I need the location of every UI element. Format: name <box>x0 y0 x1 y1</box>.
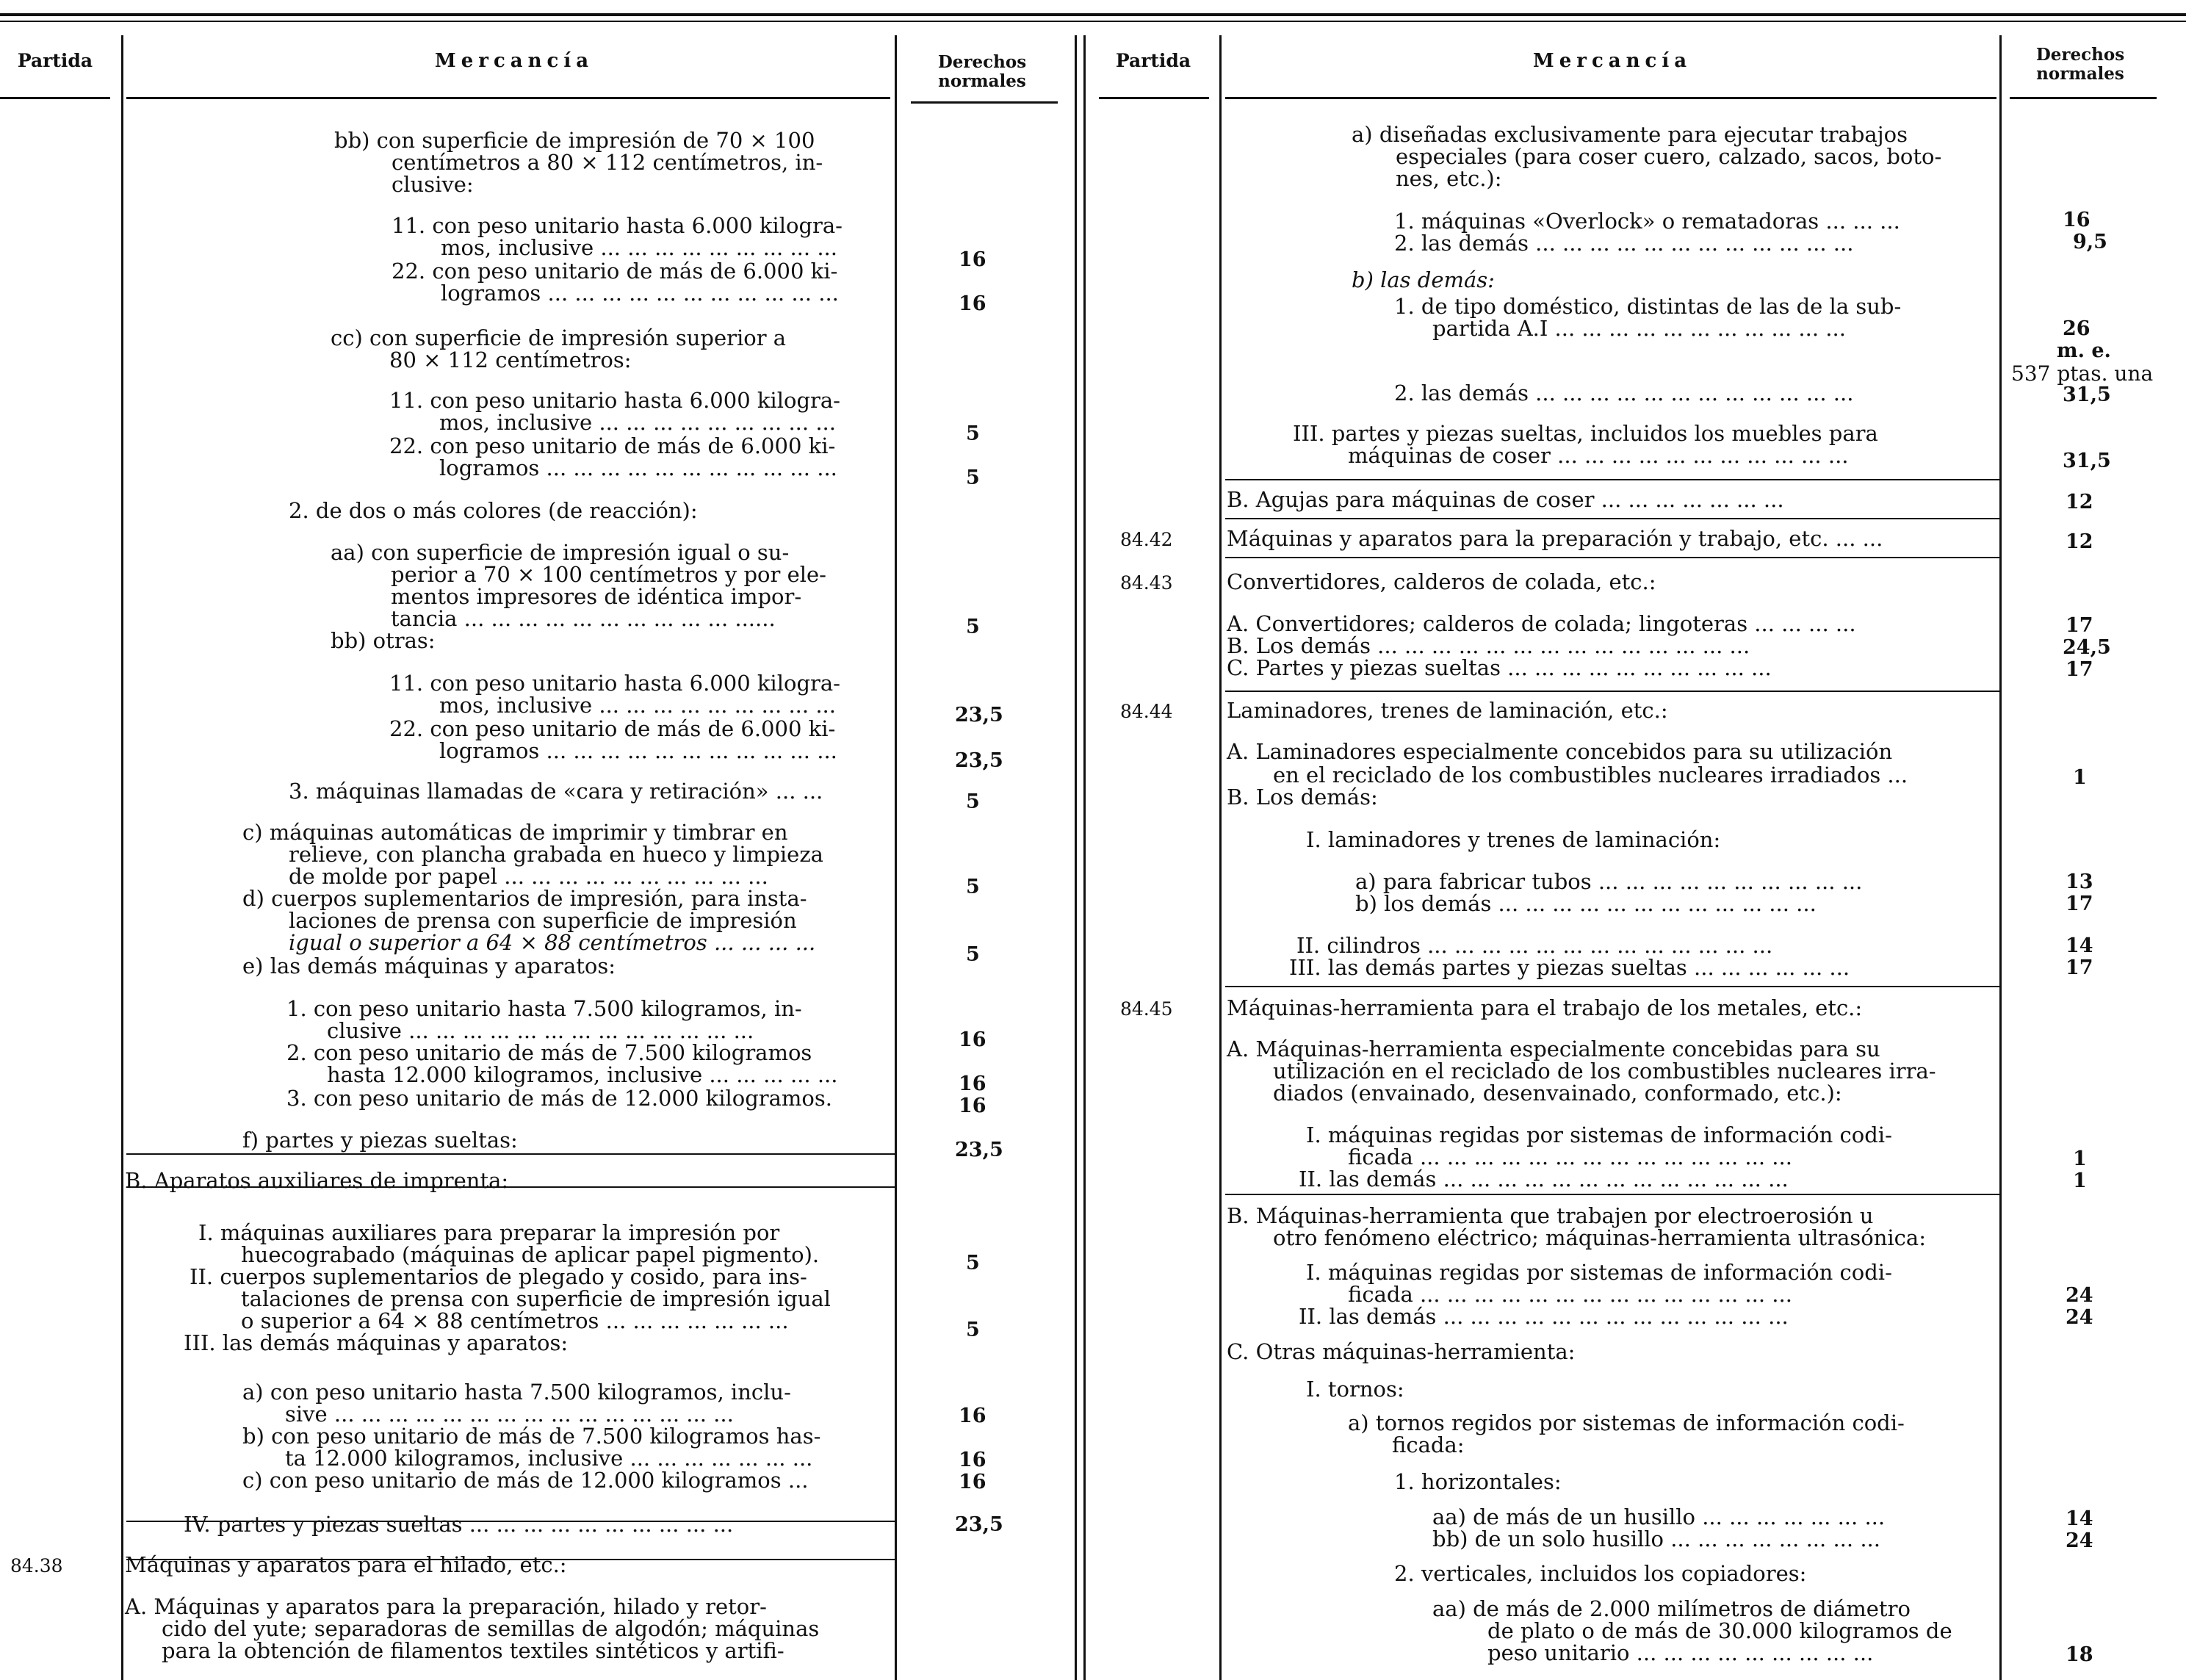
text-line: laciones de prensa con superficie de impresión <box>289 908 797 933</box>
header-derechos-line2: normales <box>2036 64 2124 84</box>
column-separator <box>1075 35 1077 1680</box>
text-line: 1. máquinas «Overlock» o rematadoras ... ... ... <box>1394 209 1900 234</box>
text-line: 80 × 112 centímetros: <box>389 347 632 372</box>
duty-value: 1 <box>2073 1169 2087 1192</box>
duty-value: 9,5 <box>2073 231 2107 253</box>
section-rule <box>1225 479 1999 480</box>
text-line: 22. con peso unitario de más de 6.000 ki- <box>392 259 838 284</box>
text-line: centímetros a 80 × 112 centímetros, in- <box>392 150 823 175</box>
text-line: 11. con peso unitario hasta 6.000 kilogra- <box>392 213 843 238</box>
text-line: cc) con superficie de impresión superior a <box>331 325 787 350</box>
text-line: clusive: <box>392 172 474 197</box>
text-line: II. cilindros ... ... ... ... ... ... ... ... ... ... ... ... ... <box>1296 933 1773 958</box>
text-line: ta 12.000 kilogramos, inclusive ... ... ... ... ... ... ... <box>285 1446 813 1471</box>
column-separator <box>1083 35 1086 1680</box>
header-underline <box>911 101 1058 104</box>
duty-value: 26 <box>2063 317 2091 340</box>
text-line: especiales (para coser cuero, calzado, sacos, boto- <box>1396 144 1942 169</box>
column-separator <box>895 35 897 1680</box>
text-line: mentos impresores de idéntica impor- <box>391 584 802 609</box>
header-derechos-line1: Derechos <box>937 52 1027 72</box>
text-line: IV. partes y piezas sueltas ... ... ... ... ... ... ... ... ... ... <box>184 1512 734 1537</box>
duty-value: 14 <box>2066 934 2093 957</box>
text-line: c) máquinas automáticas de imprimir y timbrar en <box>242 820 788 845</box>
text-line: sive ... ... ... ... ... ... ... ... ... ... ... ... ... ... ... <box>285 1402 734 1427</box>
text-line: clusive ... ... ... ... ... ... ... ... ... ... ... ... ... <box>327 1018 754 1043</box>
section-rule <box>1225 691 1999 692</box>
duty-value: 17 <box>2066 658 2093 681</box>
text-line: otro fenómeno eléctrico; máquinas-herramienta ultrasónica: <box>1273 1225 1926 1250</box>
text-line: peso unitario ... ... ... ... ... ... ... ... ... <box>1487 1640 1874 1665</box>
header-underline <box>0 97 110 99</box>
text-line: I. máquinas auxiliares para preparar la impresión por <box>198 1220 780 1245</box>
text-line: b) los demás ... ... ... ... ... ... ... ... ... ... ... ... <box>1355 891 1817 916</box>
text-line: I. tornos: <box>1306 1377 1404 1402</box>
duty-value: 23,5 <box>955 1139 1003 1161</box>
header-underline <box>2010 97 2157 99</box>
text-line: utilización en el reciclado de los combustibles nucleares irra- <box>1273 1059 1936 1084</box>
duty-value: 5 <box>966 876 980 898</box>
text-line: Laminadores, trenes de laminación, etc.: <box>1227 698 1668 723</box>
duty-value: 16 <box>959 1449 986 1471</box>
text-line: hasta 12.000 kilogramos, inclusive ... ... ... ... ... <box>327 1062 838 1087</box>
text-line: 11. con peso unitario hasta 6.000 kilogra- <box>389 671 840 696</box>
text-line: mos, inclusive ... ... ... ... ... ... ... ... ... <box>439 693 836 718</box>
text-line: máquinas de coser ... ... ... ... ... ... ... ... ... ... ... <box>1348 443 1849 468</box>
text-line: III. las demás partes y piezas sueltas ... ... ... ... ... ... <box>1289 955 1850 980</box>
duty-value: 13 <box>2066 870 2093 893</box>
text-line: e) las demás máquinas y aparatos: <box>242 953 616 978</box>
duty-value: 16 <box>959 1028 986 1051</box>
duty-value: 17 <box>2066 614 2093 637</box>
section-rule <box>1225 518 1999 519</box>
text-line: huecograbado (máquinas de aplicar papel pigmento). <box>241 1242 820 1267</box>
text-line: igual o superior a 64 × 88 centímetros ... ... ... ... <box>289 930 816 955</box>
text-line: 22. con peso unitario de más de 6.000 ki- <box>389 433 836 458</box>
text-line: 2. las demás ... ... ... ... ... ... ... ... ... ... ... ... <box>1394 381 1854 405</box>
text-line: c) con peso unitario de más de 12.000 kilogramos ... <box>242 1468 809 1493</box>
text-line: d) cuerpos suplementarios de impresión, para insta- <box>242 886 807 911</box>
duty-value: 17 <box>2066 956 2093 979</box>
text-line: o superior a 64 × 88 centímetros ... ... ... ... ... ... ... <box>241 1308 789 1333</box>
text-line: perior a 70 × 100 centímetros y por ele- <box>391 562 826 587</box>
text-line: B. Aparatos auxiliares de imprenta: <box>125 1168 509 1193</box>
header-derechos-line2: normales <box>938 71 1026 91</box>
text-line: 22. con peso unitario de más de 6.000 ki- <box>389 716 836 741</box>
duty-value: 16 <box>959 248 986 271</box>
text-line: II. las demás ... ... ... ... ... ... ... ... ... ... ... ... ... <box>1299 1167 1789 1191</box>
text-line: B. Los demás ... ... ... ... ... ... ... ... ... ... ... ... ... ... <box>1227 633 1750 658</box>
partida-code: 84.45 <box>1120 998 1173 1020</box>
duty-value: 5 <box>966 466 980 489</box>
text-line: a) para fabricar tubos ... ... ... ... ... ... ... ... ... ... <box>1355 869 1863 894</box>
duty-value: 16 <box>959 1095 986 1117</box>
duty-value: m. e. <box>2057 339 2111 362</box>
text-line: Convertidores, calderos de colada, etc.: <box>1227 569 1656 594</box>
text-line: diados (envainado, desenvainado, conformado, etc.): <box>1273 1081 1842 1106</box>
duty-value: 5 <box>966 1252 980 1275</box>
top-rule-thin <box>0 21 2186 22</box>
text-line: mos, inclusive ... ... ... ... ... ... ... ... ... <box>439 410 836 435</box>
text-line: Máquinas y aparatos para el hilado, etc.: <box>125 1552 567 1577</box>
text-line: 1. con peso unitario hasta 7.500 kilogramos, in- <box>286 996 802 1021</box>
text-line: logramos ... ... ... ... ... ... ... ... ... ... ... <box>439 455 837 480</box>
text-line: aa) de más de un husillo ... ... ... ... ... ... ... <box>1432 1504 1886 1529</box>
duty-value: 537 ptas. una <box>2011 361 2154 386</box>
text-line: B. Agujas para máquinas de coser ... ... ... ... ... ... ... <box>1227 487 1784 512</box>
text-line: b) con peso unitario de más de 7.500 kilogramos has- <box>242 1424 821 1449</box>
duty-value: 18 <box>2066 1643 2093 1666</box>
duty-value: 17 <box>2066 893 2093 915</box>
header-partida-right: Partida <box>1115 50 1191 71</box>
partida-code: 84.42 <box>1120 529 1173 550</box>
text-line: 3. con peso unitario de más de 12.000 kilogramos. <box>286 1086 832 1111</box>
text-line: 2. de dos o más colores (de reacción): <box>289 498 698 523</box>
text-line: 1. horizontales: <box>1394 1469 1562 1494</box>
partida-code: 84.44 <box>1120 701 1173 722</box>
text-line: nes, etc.): <box>1396 166 1502 191</box>
column-separator <box>1219 35 1222 1680</box>
text-line: bb) con superficie de impresión de 70 × 100 <box>334 128 815 153</box>
text-line: de molde por papel ... ... ... ... ... ... ... ... ... ... <box>289 864 768 889</box>
text-line: tancia ... ... ... ... ... ... ... ... ... ... ...... <box>391 606 776 631</box>
text-line: C. Partes y piezas sueltas ... ... ... ... ... ... ... ... ... ... <box>1227 655 1772 680</box>
section-rule <box>1225 1194 1999 1195</box>
duty-value: 5 <box>966 943 980 966</box>
duty-value: 23,5 <box>955 1513 1003 1536</box>
text-line: A. Máquinas y aparatos para la preparación, hilado y retor- <box>125 1594 767 1619</box>
text-line: partida A.I ... ... ... ... ... ... ... ... ... ... ... <box>1432 316 1846 341</box>
partida-code: 84.38 <box>10 1555 63 1576</box>
text-line: B. Máquinas-herramienta que trabajen por electroerosión u <box>1227 1203 1874 1228</box>
text-line: relieve, con plancha grabada en hueco y limpieza <box>289 842 823 867</box>
text-line: Máquinas y aparatos para la preparación y trabajo, etc. ... ... <box>1227 526 1883 551</box>
text-line: 3. máquinas llamadas de «cara y retiración» ... ... <box>289 779 823 804</box>
duty-value: 31,5 <box>2063 450 2111 472</box>
duty-value: 24,5 <box>2063 636 2111 659</box>
header-derechos-left <box>905 53 1059 91</box>
header-mercancia-left: Mercancía <box>434 50 594 72</box>
text-line: 2. las demás ... ... ... ... ... ... ... ... ... ... ... ... <box>1394 231 1854 256</box>
partida-code: 84.43 <box>1120 572 1173 594</box>
header-underline <box>1099 97 1209 99</box>
header-partida-left: Partida <box>17 50 93 71</box>
text-line: de plato o de más de 30.000 kilogramos de <box>1487 1618 1952 1643</box>
text-line: bb) otras: <box>331 628 436 653</box>
text-line: 1. de tipo doméstico, distintas de las de la sub- <box>1394 294 1902 319</box>
text-line: I. máquinas regidas por sistemas de información codi- <box>1306 1122 1892 1147</box>
text-line: aa) de más de 2.000 milímetros de diámetro <box>1432 1596 1911 1621</box>
text-line: a) diseñadas exclusivamente para ejecutar trabajos <box>1352 122 1908 147</box>
text-line: A. Convertidores; calderos de colada; lingoteras ... ... ... ... <box>1227 611 1856 636</box>
text-line: III. las demás máquinas y aparatos: <box>184 1330 569 1355</box>
section-rule <box>126 1153 895 1155</box>
duty-value: 16 <box>959 1072 986 1095</box>
text-line: logramos ... ... ... ... ... ... ... ... ... ... ... <box>439 738 837 763</box>
text-line: III. partes y piezas sueltas, incluidos los muebles para <box>1293 421 1878 446</box>
duty-value: 12 <box>2066 491 2093 513</box>
header-derechos-line1: Derechos <box>2035 45 2125 65</box>
duty-value: 24 <box>2066 1306 2093 1329</box>
header-derechos-right <box>2007 46 2154 84</box>
column-separator <box>1999 35 2002 1680</box>
text-line: C. Otras máquinas-herramienta: <box>1227 1339 1576 1364</box>
text-line: logramos ... ... ... ... ... ... ... ... ... ... ... <box>441 281 839 306</box>
duty-value: 5 <box>966 422 980 445</box>
header-underline <box>126 97 890 99</box>
duty-value: 5 <box>966 616 980 638</box>
duty-value: 16 <box>959 292 986 315</box>
text-line: ficada ... ... ... ... ... ... ... ... ... ... ... ... ... ... <box>1348 1282 1792 1307</box>
text-line: f) partes y piezas sueltas: <box>242 1128 518 1153</box>
text-line: A. Laminadores especialmente concebidos para su utilización <box>1227 739 1893 764</box>
text-line: mos, inclusive ... ... ... ... ... ... ... ... ... <box>441 235 837 260</box>
text-line: en el reciclado de los combustibles nucleares irradiados ... <box>1273 763 1908 787</box>
text-line: II. las demás ... ... ... ... ... ... ... ... ... ... ... ... ... <box>1299 1304 1789 1329</box>
text-line: ficada ... ... ... ... ... ... ... ... ... ... ... ... ... ... <box>1348 1144 1792 1169</box>
text-line: a) con peso unitario hasta 7.500 kilogramos, inclu- <box>242 1380 791 1405</box>
text-line: Máquinas-herramienta para el trabajo de los metales, etc.: <box>1227 995 1863 1020</box>
section-rule <box>1225 986 1999 987</box>
text-line: 11. con peso unitario hasta 6.000 kilogra- <box>389 388 840 413</box>
text-line: talaciones de prensa con superficie de impresión igual <box>241 1286 831 1311</box>
text-line: b) las demás: <box>1352 267 1495 292</box>
text-line: 2. con peso unitario de más de 7.500 kilogramos <box>286 1040 812 1065</box>
text-line: cido del yute; separadoras de semillas de algodón; máquinas <box>162 1616 820 1641</box>
duty-value: 31,5 <box>2063 383 2111 406</box>
text-line: I. máquinas regidas por sistemas de información codi- <box>1306 1260 1892 1285</box>
header-underline <box>1225 97 1996 99</box>
text-line: bb) de un solo husillo ... ... ... ... ... ... ... ... <box>1432 1526 1880 1551</box>
duty-value: 1 <box>2073 766 2087 789</box>
duty-value: 5 <box>966 790 980 813</box>
section-rule <box>1225 557 1999 558</box>
duty-value: 24 <box>2066 1529 2093 1552</box>
text-line: para la obtención de filamentos textiles sintéticos y artifi- <box>162 1638 784 1663</box>
top-rule-thick <box>0 13 2186 16</box>
duty-value: 16 <box>2063 209 2091 231</box>
text-line: A. Máquinas-herramienta especialmente concebidas para su <box>1227 1037 1880 1061</box>
column-separator <box>121 35 123 1680</box>
text-line: B. Los demás: <box>1227 785 1378 810</box>
duty-value: 23,5 <box>955 749 1003 772</box>
text-line: a) tornos regidos por sistemas de información codi- <box>1348 1410 1905 1435</box>
text-line: II. cuerpos suplementarios de plegado y cosido, para ins- <box>190 1264 807 1289</box>
duty-value: 24 <box>2066 1284 2093 1307</box>
duty-value: 16 <box>959 1471 986 1493</box>
duty-value: 1 <box>2073 1147 2087 1170</box>
text-line: aa) con superficie de impresión igual o su- <box>331 540 790 565</box>
header-mercancia-right: Mercancía <box>1532 50 1692 72</box>
duty-value: 23,5 <box>955 704 1003 727</box>
text-line: I. laminadores y trenes de laminación: <box>1306 827 1721 852</box>
text-line: ficada: <box>1392 1432 1465 1457</box>
duty-value: 5 <box>966 1319 980 1341</box>
text-line: 2. verticales, incluidos los copiadores: <box>1394 1561 1807 1586</box>
duty-value: 16 <box>959 1405 986 1427</box>
duty-value: 12 <box>2066 530 2093 553</box>
duty-value: 14 <box>2066 1507 2093 1530</box>
